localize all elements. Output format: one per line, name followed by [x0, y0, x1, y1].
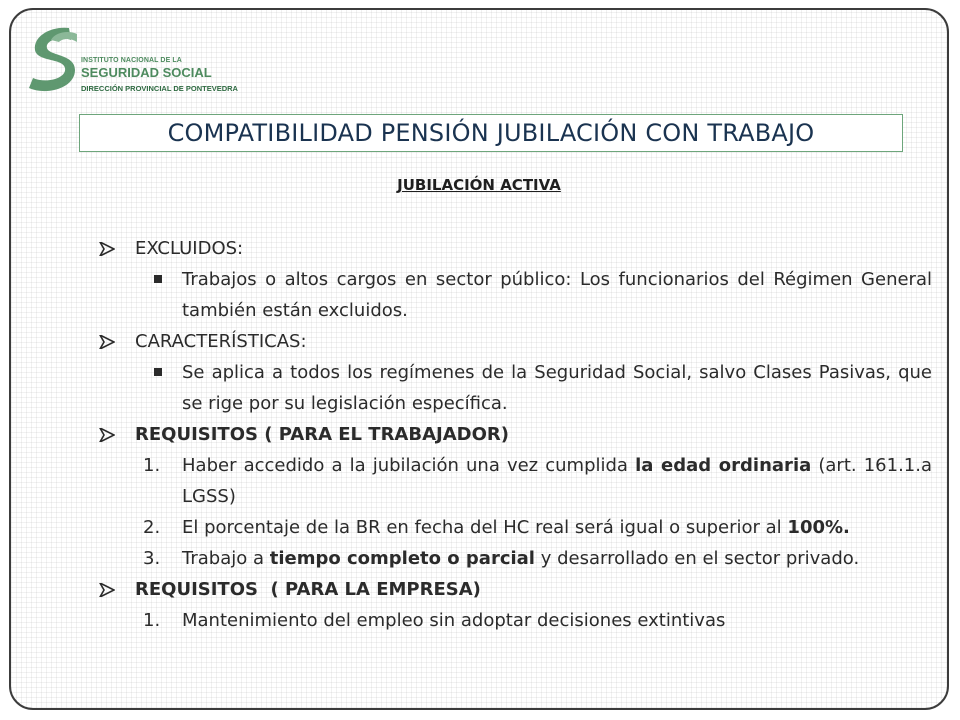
slide — [9, 8, 949, 710]
caracteristicas-item-1-text: Se aplica a todos los regímenes de la Seguridad Social, salvo Clases Pasivas, que se rige por su legislación específica. — [182, 362, 932, 414]
logo-name-line: SEGURIDAD SOCIAL — [81, 65, 212, 80]
item-number: 1. — [143, 455, 161, 476]
caracteristicas-heading: CARACTERÍSTICAS: — [135, 331, 307, 352]
req-trabajador-item-3-bold: tiempo completo o parcial — [269, 548, 535, 569]
item-number: 1. — [143, 610, 161, 631]
req-trabajador-item-1-text-c: (art. 161.1.a LGSS) — [182, 455, 932, 507]
subtitle: JUBILACIÓN ACTIVA — [397, 176, 561, 194]
req-trabajador-item-3-text-a: Trabajo a — [182, 548, 270, 569]
caracteristicas-heading-row — [99, 326, 932, 357]
req-trabajador-item-2-text-a: El porcentaje de la BR en fecha del HC real será igual o superior al — [182, 517, 788, 538]
req-trabajador-heading: REQUISITOS ( PARA EL TRABAJADOR) — [135, 424, 509, 445]
item-number: 2. — [143, 517, 161, 538]
excluidos-heading: EXCLUIDOS: — [135, 238, 244, 259]
square-bullet-icon — [154, 275, 162, 283]
req-trabajador-item-2 — [99, 512, 932, 543]
req-trabajador-item-2-bold: 100%. — [787, 517, 850, 538]
excluidos-item-1 — [99, 264, 932, 326]
caracteristicas-item-1 — [99, 357, 932, 419]
req-empresa-heading: REQUISITOS ( PARA LA EMPRESA) — [135, 579, 481, 600]
arrow-bullet-icon — [99, 428, 115, 442]
logo-institute-line: INSTITUTO NACIONAL DE LA — [81, 57, 182, 64]
req-trabajador-item-1-bold: la edad ordinaria — [635, 455, 812, 476]
content — [99, 233, 932, 636]
page-title: COMPATIBILIDAD PENSIÓN JUBILACIÓN CON TRABAJO — [167, 119, 815, 147]
excluidos-heading-row — [99, 233, 932, 264]
req-empresa-heading-row — [99, 574, 932, 605]
req-trabajador-heading-row — [99, 419, 932, 450]
req-trabajador-item-1 — [99, 450, 932, 512]
logo-direction-line: DIRECCIÓN PROVINCIAL DE PONTEVEDRA — [81, 84, 238, 93]
item-number: 3. — [143, 548, 161, 569]
req-empresa-item-1 — [99, 605, 932, 636]
req-empresa-item-1-text: Mantenimiento del empleo sin adoptar decisiones extintivas — [182, 610, 726, 631]
logo-text — [81, 56, 238, 94]
req-trabajador-item-3 — [99, 543, 932, 574]
excluidos-item-1-text: Trabajos o altos cargos en sector público: Los funcionarios del Régimen General también están excluidos. — [182, 269, 932, 321]
req-trabajador-item-3-text-c: y desarrollado en el sector privado. — [534, 548, 860, 569]
arrow-bullet-icon — [99, 242, 115, 256]
seguridad-social-logo-icon — [25, 24, 85, 96]
arrow-bullet-icon — [99, 583, 115, 597]
arrow-bullet-icon — [99, 335, 115, 349]
square-bullet-icon — [154, 368, 162, 376]
req-trabajador-item-1-text-a: Haber accedido a la jubilación una vez cumplida — [182, 455, 636, 476]
title-box — [79, 114, 903, 152]
